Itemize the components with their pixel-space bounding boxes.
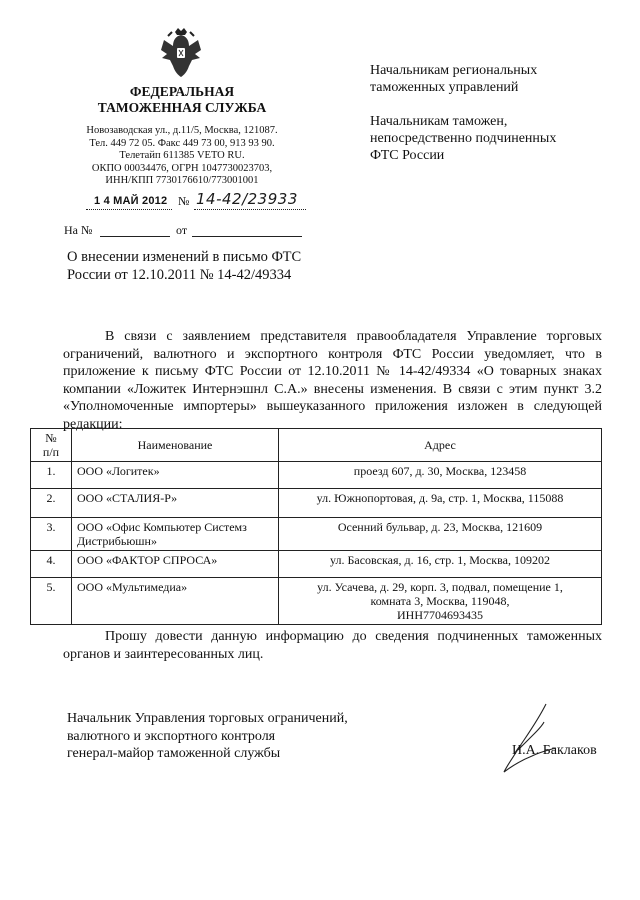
addressee-line1: Начальникам региональных: [370, 63, 538, 78]
table-row: [31, 462, 602, 489]
row-name: ООО «ФАКТОР СПРОСА»: [72, 551, 279, 578]
sender-teletype: Телетайп 611385 VETO RU.: [119, 150, 245, 161]
row-address: проезд 607, д. 30, Москва, 123458: [279, 462, 602, 489]
sender-okpo: ОКПО 00034476, ОГРН 1047730023703,: [91, 162, 273, 174]
row-number: 5.: [31, 578, 72, 625]
body-paragraph: В связи с заявлением представителя правообладателя Управление торговых ограничений, валютного и экспортного контроля ФТС России уведомляет, что в приложение к письму ФТС России от 12.10.2011 № 14-42/49334 «О товарных знаках компании «Ложитек Интернэшнл С.А.» внесены изменения. В связи с этим пункт 3.2 «Уполномоченные импортеры» вышеуказанного приложения изложен в следующей редакции:: [63, 329, 602, 432]
org-name-line1: ФЕДЕРАЛЬНАЯ: [129, 84, 235, 99]
header-number-line1: №: [45, 431, 57, 445]
reference-number-line: [100, 236, 170, 237]
row-number: 4.: [31, 551, 72, 578]
row-number: 1.: [31, 462, 72, 489]
table-header-row: [31, 429, 602, 462]
subject-line1: О внесении изменений в письмо ФТС: [67, 249, 302, 265]
reference-date-line: [192, 236, 302, 237]
number-underline: [194, 209, 306, 210]
sender-organization-name: [60, 84, 304, 116]
row-address-line3: ИНН7704693435: [397, 608, 483, 622]
registration-row: [86, 190, 306, 213]
row-number: 3.: [31, 518, 72, 551]
addressee-line4: непосредственно подчиненных: [370, 131, 557, 146]
authorized-importers-table: [30, 428, 602, 625]
date-underline: [86, 209, 172, 210]
reference-number-label: На №: [64, 223, 93, 237]
signatory-title-line2: валютного и экспортного контроля: [67, 728, 276, 744]
sender-inn: ИНН/КПП 7730176610/773001001: [105, 175, 259, 186]
row-address-line2: комната 3, Москва, 119048,: [370, 594, 510, 608]
sender-address: Новозаводская ул., д.11/5, Москва, 121087.: [86, 125, 278, 136]
sender-contact-info: [60, 125, 304, 188]
registration-number-label: №: [178, 194, 190, 208]
subject-line2: России от 12.10.2011 № 14-42/49334: [67, 267, 292, 283]
signatory-name: И.А. Баклаков: [512, 743, 597, 758]
table-row: [31, 518, 602, 551]
signatory-title: [67, 710, 407, 763]
signatory-title-line1: Начальник Управления торговых ограничений,: [67, 711, 348, 726]
row-name: ООО «Офис Компьютер Системз Дистрибьюшн»: [72, 518, 279, 551]
addressee-line3: Начальникам таможен,: [370, 114, 508, 129]
registration-date-stamp: 1 4 МАЙ 2012: [94, 195, 168, 207]
closing-paragraph: Прошу довести данную информацию до сведения подчиненных таможенных органов и заинтересованных лиц.: [63, 629, 602, 662]
row-address: ул. Басовская, д. 16, стр. 1, Москва, 109202: [279, 551, 602, 578]
header-number: [31, 429, 72, 462]
table-row: [31, 489, 602, 518]
row-address: ул. Южнопортовая, д. 9а, стр. 1, Москва, 115088: [279, 489, 602, 518]
row-address: Осенний бульвар, д. 23, Москва, 121609: [279, 518, 602, 551]
registration-number-handwritten: 14-42/23933: [196, 190, 298, 208]
addressee-line2: таможенных управлений: [370, 80, 519, 95]
addressee-block: [370, 62, 600, 181]
letter-subject: [67, 248, 367, 284]
header-name: Наименование: [72, 429, 279, 462]
sender-phone: Тел. 449 72 05. Факс 449 73 00, 913 93 90.: [89, 137, 275, 149]
addressee-line5: ФТС России: [370, 148, 445, 163]
row-name: ООО «Мультимедиа»: [72, 578, 279, 625]
table-row: [31, 578, 602, 625]
row-address: [279, 578, 602, 625]
header-number-line2: п/п: [42, 445, 60, 459]
row-address-line1: ул. Усачева, д. 29, корп. 3, подвал, помещение 1,: [317, 580, 563, 594]
signatory-title-line3: генерал-майор таможенной службы: [67, 746, 281, 761]
coat-of-arms-emblem: [158, 26, 204, 78]
reference-row: [64, 223, 314, 239]
table-row: [31, 551, 602, 578]
header-address: Адрес: [279, 429, 602, 462]
row-number: 2.: [31, 489, 72, 518]
handwritten-signature: [498, 700, 560, 780]
row-name: ООО «СТАЛИЯ-Р»: [72, 489, 279, 518]
org-name-line2: ТАМОЖЕННАЯ СЛУЖБА: [97, 100, 267, 115]
reference-date-label: от: [176, 223, 188, 237]
row-name: ООО «Логитек»: [72, 462, 279, 489]
